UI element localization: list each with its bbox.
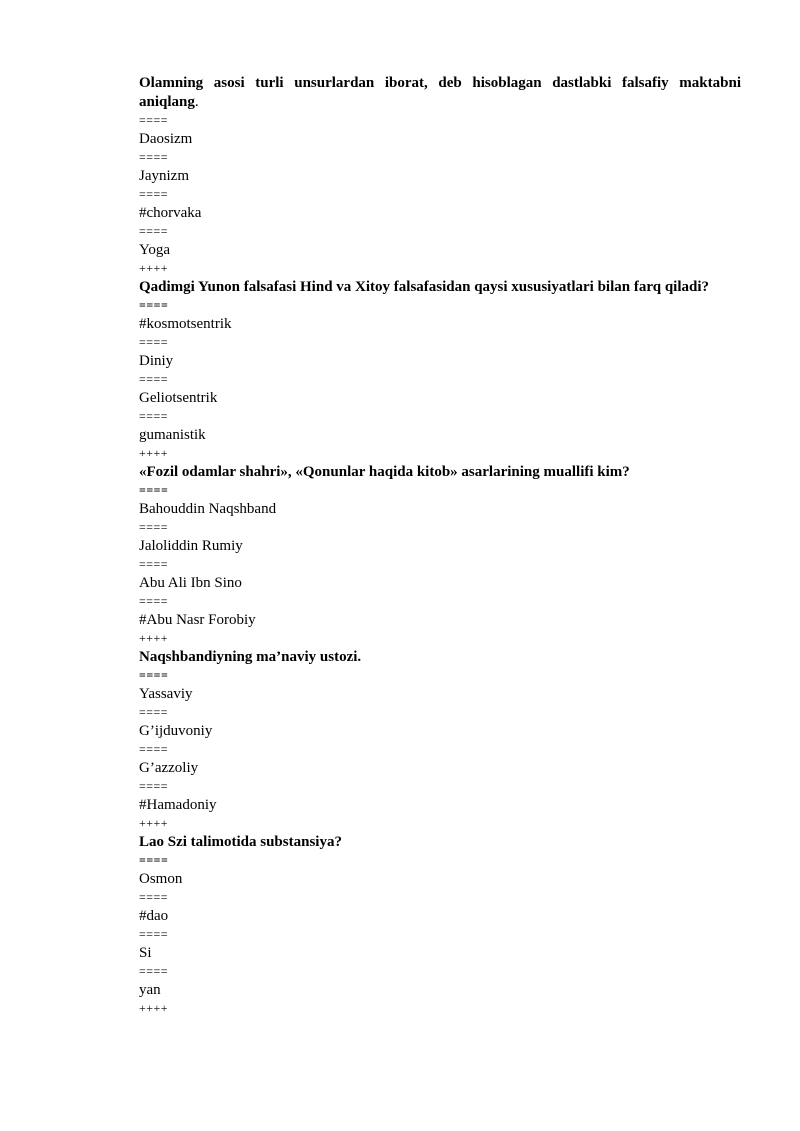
answer-option: Jaynizm	[139, 167, 189, 184]
answer-option: #kosmotsentrik	[139, 315, 232, 332]
question-text	[139, 74, 741, 111]
separator: ====	[139, 298, 169, 312]
question-text	[139, 648, 741, 667]
answer-option: gumanistik	[139, 426, 206, 443]
end-marker: ++++	[139, 446, 169, 460]
end-marker: ++++	[139, 816, 169, 830]
question-label: Qadimgi Yunon falsafasi Hind va Xitoy falsafasidan qaysi xususiyatlari bilan farq qiladi?	[139, 278, 710, 295]
question-label: Lao Szi talimotida substansiya?	[139, 833, 342, 850]
separator: ====	[139, 964, 169, 978]
separator: ====	[139, 594, 169, 608]
answer-option: Bahouddin Naqshband	[139, 500, 277, 517]
separator: ====	[139, 409, 169, 423]
answer-option: #dao	[139, 907, 169, 924]
end-marker: ++++	[139, 1001, 169, 1015]
separator: ====	[139, 853, 169, 867]
answer-option: Jaloliddin Rumiy	[139, 537, 243, 554]
answer-option: G’ijduvoniy	[139, 722, 213, 739]
separator: ====	[139, 927, 169, 941]
answer-option: Geliotsentrik	[139, 389, 218, 406]
answer-option: Yassaviy	[139, 685, 193, 702]
answer-option: Diniy	[139, 352, 174, 369]
end-marker: ++++	[139, 261, 169, 275]
question-punctuation: .	[194, 93, 199, 110]
answer-option: #Hamadoniy	[139, 796, 217, 813]
answer-option: #Abu Nasr Forobiy	[139, 611, 256, 628]
question-label: «Fozil odamlar shahri», «Qonunlar haqida kitob» asarlarining muallifi kim?	[139, 463, 630, 480]
separator: ====	[139, 113, 169, 127]
separator: ====	[139, 483, 169, 497]
answer-option: Osmon	[139, 870, 183, 887]
separator: ====	[139, 335, 169, 349]
separator: ====	[139, 668, 169, 682]
answer-option: Si	[139, 944, 152, 961]
separator: ====	[139, 150, 169, 164]
question-label: Olamning asosi turli unsurlardan iborat, deb hisoblagan dastlabki falsafiy maktabni aniqlang	[139, 75, 741, 110]
end-marker: ++++	[139, 631, 169, 645]
answer-option: G’azzoliy	[139, 759, 199, 776]
separator: ====	[139, 372, 169, 386]
separator: ====	[139, 224, 169, 238]
separator: ====	[139, 779, 169, 793]
question-text	[139, 278, 741, 297]
answer-option: Abu Ali Ibn Sino	[139, 574, 242, 591]
separator: ====	[139, 557, 169, 571]
answer-option: Yoga	[139, 241, 170, 258]
separator: ====	[139, 187, 169, 201]
separator: ====	[139, 705, 169, 719]
answer-option: #chorvaka	[139, 204, 202, 221]
document-page	[139, 74, 741, 1018]
question-text	[139, 463, 741, 482]
separator: ====	[139, 742, 169, 756]
answer-option: yan	[139, 981, 161, 998]
separator: ====	[139, 520, 169, 534]
question-text	[139, 833, 741, 852]
question-label: Naqshbandiyning ma’naviy ustozi.	[139, 648, 362, 665]
separator: ====	[139, 890, 169, 904]
answer-option: Daosizm	[139, 130, 193, 147]
